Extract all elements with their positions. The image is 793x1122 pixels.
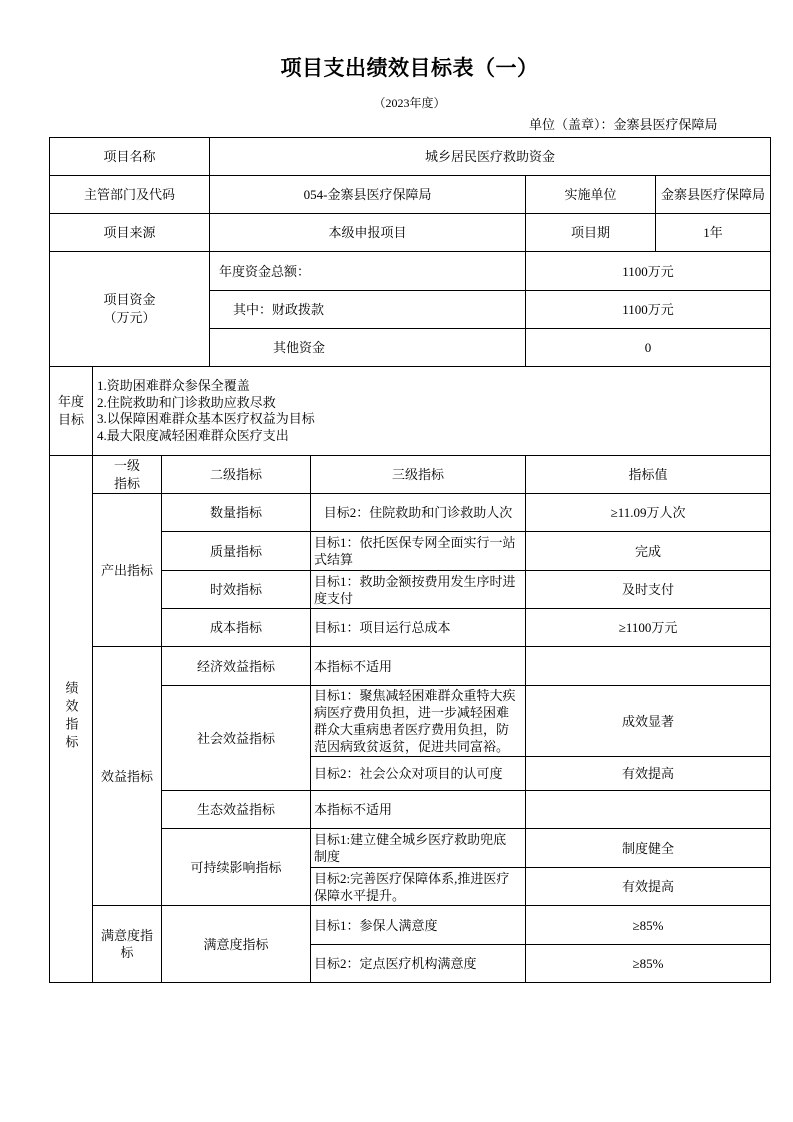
level3-cell: 目标1：参保人满意度 (311, 906, 526, 945)
level2-cell: 可持续影响指标 (162, 829, 311, 906)
annual-goal-content (93, 367, 771, 456)
performance-target-table (49, 137, 771, 983)
row-output-quantity (50, 494, 771, 532)
row-project-name (50, 138, 771, 176)
department-label: 主管部门及代码 (50, 176, 210, 214)
level3-cell: 目标1：救助金额按费用发生序时进度支付 (311, 571, 526, 609)
header-level1 (93, 456, 162, 494)
annual-goal-label-text: 年度目标 (58, 394, 85, 427)
level3-cell: 目标1:建立健全城乡医疗救助兜底制度 (311, 829, 526, 868)
row-fund-total (50, 252, 771, 291)
project-period-value: 1年 (656, 214, 771, 252)
annual-goal-item: 4.最大限度减轻困难群众医疗支出 (97, 427, 289, 443)
row-benefit-economic (50, 647, 771, 686)
level3-cell: 目标2：住院救助和门诊救助人次 (311, 494, 526, 532)
project-name-label: 项目名称 (50, 138, 210, 176)
indicator-value-cell: ≥11.09万人次 (526, 494, 771, 532)
indicator-value-cell: 成效显著 (526, 686, 771, 757)
annual-goal-item: 1.资助困难群众参保全覆盖 (97, 378, 250, 393)
indicator-value-cell: 及时支付 (526, 571, 771, 609)
annual-goal-item: 2.住院救助和门诊救助应救尽救 (97, 394, 276, 410)
project-name-value: 城乡居民医疗救助资金 (210, 138, 771, 176)
fund-other-value: 0 (526, 329, 771, 367)
indicator-value-cell: 有效提高 (526, 757, 771, 791)
row-department (50, 176, 771, 214)
level3-cell: 本指标不适用 (311, 647, 526, 686)
level3-cell: 目标2：社会公众对项目的认可度 (311, 757, 526, 791)
level2-cell: 社会效益指标 (162, 686, 311, 791)
header-level3: 三级指标 (311, 456, 526, 494)
project-period-label: 项目期 (526, 214, 656, 252)
fund-total-label: 年度资金总额： (210, 252, 526, 291)
level3-cell: 目标1：聚焦减轻困难群众重特大疾病医疗费用负担，进一步减轻困难群众大重病患者医疗费用负担，防范因病致贫返贫，促进共同富裕。 (311, 686, 526, 757)
level3-cell: 目标2:完善医疗保障体系,推进医疗保障水平提升。 (311, 868, 526, 906)
indicator-value-cell: 有效提高 (526, 868, 771, 906)
level3-cell: 目标1：项目运行总成本 (311, 609, 526, 647)
header-level1-text: 一级指标 (114, 457, 141, 491)
project-source-value: 本级申报项目 (210, 214, 526, 252)
fund-other-label: 其他资金 (210, 329, 526, 367)
annual-goal-label (50, 367, 93, 456)
indicator-value-cell: ≥1100万元 (526, 609, 771, 647)
fund-fiscal-value: 1100万元 (526, 291, 771, 329)
row-project-source (50, 214, 771, 252)
indicator-value-cell: ≥85% (526, 945, 771, 983)
level2-cell: 经济效益指标 (162, 647, 311, 686)
implementing-unit-value: 金寨县医疗保障局 (656, 176, 771, 214)
fund-total-value: 1100万元 (526, 252, 771, 291)
performance-indicator-label (50, 456, 93, 983)
level2-cell: 成本指标 (162, 609, 311, 647)
annual-goal-item: 3.以保障困难群众基本医疗权益为目标 (97, 411, 315, 426)
level2-cell: 满意度指标 (162, 906, 311, 983)
satisfaction-indicator-label: 满意度指标 (93, 906, 162, 983)
row-annual-goal (50, 367, 771, 456)
indicator-value-cell: 制度健全 (526, 829, 771, 868)
implementing-unit-label: 实施单位 (526, 176, 656, 214)
row-indicator-header (50, 456, 771, 494)
indicator-value-cell: 完成 (526, 532, 771, 571)
project-source-label: 项目来源 (50, 214, 210, 252)
row-satisfaction-1 (50, 906, 771, 945)
project-funds-unit: （万元） (103, 310, 156, 325)
benefit-indicator-label: 效益指标 (93, 647, 162, 906)
level2-cell: 生态效益指标 (162, 791, 311, 829)
reporting-unit: 单位（盖章）：金寨县医疗保障局 (529, 117, 718, 132)
level2-cell: 数量指标 (162, 494, 311, 532)
project-funds-label (50, 252, 210, 367)
header-value: 指标值 (526, 456, 771, 494)
output-indicator-label: 产出指标 (93, 494, 162, 647)
level3-cell: 目标2：定点医疗机构满意度 (311, 945, 526, 983)
project-funds-title: 项目资金 (103, 292, 156, 307)
level3-cell: 本指标不适用 (311, 791, 526, 829)
header-level2: 二级指标 (162, 456, 311, 494)
indicator-value-cell: ≥85% (526, 906, 771, 945)
indicator-value-cell-empty (526, 791, 771, 829)
performance-indicator-label-text: 绩效指标 (63, 681, 79, 753)
level2-cell: 时效指标 (162, 571, 311, 609)
department-value: 054-金寨县医疗保障局 (210, 176, 526, 214)
level3-cell: 目标1：依托医保专网全面实行一站式结算 (311, 532, 526, 571)
fund-fiscal-label: 其中：财政拨款 (210, 291, 526, 329)
document-title: 项目支出绩效目标表（一） (280, 56, 539, 80)
indicator-value-cell-empty (526, 647, 771, 686)
document-year: （2023年度） (373, 96, 446, 110)
level2-cell: 质量指标 (162, 532, 311, 571)
